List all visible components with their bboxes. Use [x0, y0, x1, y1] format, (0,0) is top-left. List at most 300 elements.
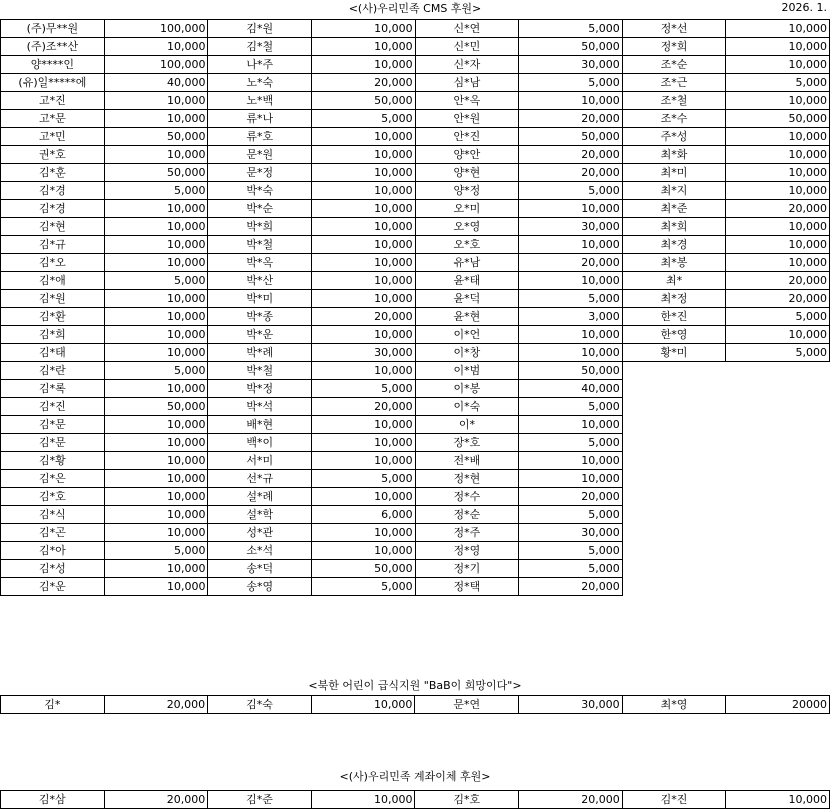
donation-amount-cell: 50,000: [519, 38, 623, 56]
donor-name-cell: 김*아: [1, 542, 105, 560]
donor-name-cell: (주)무**원: [1, 20, 105, 38]
donor-name-cell: 최*지: [622, 182, 726, 200]
donor-name-cell: 박*운: [208, 326, 312, 344]
table-row: [1, 578, 830, 596]
donation-amount-cell: 10,000: [519, 236, 623, 254]
empty-cell: [622, 362, 726, 380]
donation-amount-cell: 50,000: [726, 110, 830, 128]
donor-name-cell: 조*철: [622, 92, 726, 110]
donation-amount-cell: 10,000: [312, 146, 416, 164]
donor-name-cell: 박*순: [208, 200, 312, 218]
donor-name-cell: 최*정: [622, 290, 726, 308]
donor-name-cell: 선*규: [208, 470, 312, 488]
donor-name-cell: 최*미: [622, 164, 726, 182]
donor-name-cell: 고*진: [1, 92, 105, 110]
donor-name-cell: 장*호: [415, 434, 519, 452]
donation-amount-cell: 10,000: [104, 254, 208, 272]
donor-name-cell: 최*경: [622, 236, 726, 254]
donor-name-cell: 노*백: [208, 92, 312, 110]
donor-name-cell: 최*희: [622, 218, 726, 236]
donation-amount-cell: 20,000: [519, 488, 623, 506]
donor-name-cell: 김*진: [1, 398, 105, 416]
donation-amount-cell: 5,000: [312, 380, 416, 398]
table-row: [1, 470, 830, 488]
empty-cell: [622, 470, 726, 488]
donor-name-cell: 김*태: [1, 344, 105, 362]
donor-name-cell: 김*: [1, 696, 105, 714]
donor-name-cell: 정*택: [415, 578, 519, 596]
donor-name-cell: 나*주: [208, 56, 312, 74]
donor-name-cell: 이*봉: [415, 380, 519, 398]
table-row: [1, 560, 830, 578]
donor-name-cell: 이*범: [415, 362, 519, 380]
empty-cell: [726, 398, 830, 416]
donation-amount-cell: 10,000: [104, 470, 208, 488]
donor-name-cell: 박*희: [208, 218, 312, 236]
donor-name-cell: 최*준: [622, 200, 726, 218]
donation-amount-cell: 10,000: [726, 38, 830, 56]
donation-amount-cell: 10,000: [311, 791, 415, 809]
table-row: [1, 236, 830, 254]
table-row: [1, 398, 830, 416]
empty-cell: [622, 452, 726, 470]
donor-name-cell: 박*종: [208, 308, 312, 326]
empty-cell: [622, 488, 726, 506]
donor-name-cell: 김*호: [415, 791, 519, 809]
donor-name-cell: (유)일*****에: [1, 74, 105, 92]
donation-amount-cell: 5,000: [104, 272, 208, 290]
donor-name-cell: 정*영: [415, 542, 519, 560]
donor-name-cell: 황*미: [622, 344, 726, 362]
donation-amount-cell: 10,000: [312, 326, 416, 344]
donor-name-cell: 박*례: [208, 344, 312, 362]
donation-amount-cell: 20,000: [519, 254, 623, 272]
donation-amount-cell: 30,000: [519, 696, 623, 714]
donation-amount-cell: 5,000: [519, 506, 623, 524]
donation-amount-cell: 5,000: [519, 290, 623, 308]
donor-name-cell: 김*철: [208, 38, 312, 56]
donor-name-cell: 유*남: [415, 254, 519, 272]
donation-amount-cell: 50,000: [104, 128, 208, 146]
donor-name-cell: 김*은: [1, 470, 105, 488]
donation-amount-cell: 10,000: [104, 110, 208, 128]
donation-amount-cell: 40,000: [519, 380, 623, 398]
donor-name-cell: 서*미: [208, 452, 312, 470]
donor-name-cell: 성*관: [208, 524, 312, 542]
donor-name-cell: 이*: [415, 416, 519, 434]
donor-name-cell: 김*현: [1, 218, 105, 236]
table-row: [1, 290, 830, 308]
donation-amount-cell: 5,000: [726, 74, 830, 92]
donation-amount-cell: 10,000: [726, 146, 830, 164]
donation-amount-cell: 30,000: [312, 344, 416, 362]
donor-name-cell: 류*나: [208, 110, 312, 128]
donation-amount-cell: 10,000: [519, 272, 623, 290]
donor-name-cell: 김*식: [1, 506, 105, 524]
donor-name-cell: 정*수: [415, 488, 519, 506]
donor-name-cell: 권*호: [1, 146, 105, 164]
empty-cell: [726, 578, 830, 596]
donation-amount-cell: 10,000: [311, 696, 415, 714]
donor-name-cell: 전*배: [415, 452, 519, 470]
donor-name-cell: 고*민: [1, 128, 105, 146]
empty-cell: [726, 506, 830, 524]
donation-amount-cell: 5,000: [519, 20, 623, 38]
donation-amount-cell: 10,000: [519, 470, 623, 488]
donor-name-cell: (주)조**산: [1, 38, 105, 56]
table-row: [1, 92, 830, 110]
donation-amount-cell: 50,000: [519, 128, 623, 146]
donation-amount-cell: 20,000: [312, 308, 416, 326]
donation-amount-cell: 10,000: [104, 92, 208, 110]
donor-name-cell: 오*호: [415, 236, 519, 254]
table-row: [1, 56, 830, 74]
donor-name-cell: 김*진: [622, 791, 726, 809]
empty-cell: [726, 416, 830, 434]
donation-amount-cell: 20,000: [726, 290, 830, 308]
donation-amount-cell: 3,000: [519, 308, 623, 326]
donor-name-cell: 양*안: [415, 146, 519, 164]
donor-name-cell: 양****인: [1, 56, 105, 74]
donation-amount-cell: 20000: [726, 696, 830, 714]
donor-name-cell: 김*오: [1, 254, 105, 272]
table-row: [1, 506, 830, 524]
donation-amount-cell: 10,000: [312, 38, 416, 56]
donation-amount-cell: 5,000: [312, 470, 416, 488]
table-row: [1, 272, 830, 290]
donor-name-cell: 윤*태: [415, 272, 519, 290]
donation-amount-cell: 6,000: [312, 506, 416, 524]
donation-amount-cell: 10,000: [312, 434, 416, 452]
donation-amount-cell: 10,000: [104, 488, 208, 506]
donor-name-cell: 박*산: [208, 272, 312, 290]
donation-amount-cell: 30,000: [519, 524, 623, 542]
donation-amount-cell: 5,000: [519, 560, 623, 578]
donation-amount-cell: 10,000: [312, 362, 416, 380]
donation-amount-cell: 10,000: [104, 560, 208, 578]
donation-amount-cell: 10,000: [104, 578, 208, 596]
donation-amount-cell: 20,000: [726, 272, 830, 290]
empty-cell: [726, 524, 830, 542]
donation-amount-cell: 20,000: [726, 200, 830, 218]
donor-name-cell: 오*영: [415, 218, 519, 236]
empty-cell: [726, 542, 830, 560]
table-row: [1, 488, 830, 506]
donation-amount-cell: 10,000: [104, 146, 208, 164]
donor-name-cell: 김*성: [1, 560, 105, 578]
donation-amount-cell: 50,000: [104, 398, 208, 416]
empty-cell: [622, 380, 726, 398]
donor-name-cell: 양*현: [415, 164, 519, 182]
donor-name-cell: 심*남: [415, 74, 519, 92]
donor-name-cell: 박*옥: [208, 254, 312, 272]
donation-amount-cell: 30,000: [519, 218, 623, 236]
empty-cell: [726, 452, 830, 470]
donation-amount-cell: 10,000: [726, 254, 830, 272]
donor-name-cell: 박*숙: [208, 182, 312, 200]
table-row: [1, 434, 830, 452]
donation-amount-cell: 10,000: [104, 452, 208, 470]
donor-name-cell: 김*원: [1, 290, 105, 308]
donation-amount-cell: 10,000: [104, 524, 208, 542]
donation-amount-cell: 10,000: [726, 236, 830, 254]
donation-amount-cell: 10,000: [104, 218, 208, 236]
table-row: [1, 218, 830, 236]
table-row: [1, 128, 830, 146]
donor-name-cell: 김*경: [1, 182, 105, 200]
table-row: [1, 200, 830, 218]
donor-name-cell: 김*애: [1, 272, 105, 290]
donation-amount-cell: 10,000: [312, 182, 416, 200]
babo-section-title: <북한 어린이 급식지원 "BaB이 희망이다">: [308, 679, 522, 692]
donor-name-cell: 김*경: [1, 200, 105, 218]
empty-cell: [622, 578, 726, 596]
donation-amount-cell: 10,000: [312, 524, 416, 542]
donation-amount-cell: 10,000: [726, 164, 830, 182]
table-row: [1, 344, 830, 362]
donation-amount-cell: 5,000: [726, 344, 830, 362]
donor-name-cell: 정*선: [622, 20, 726, 38]
empty-cell: [726, 362, 830, 380]
donor-name-cell: 문*정: [208, 164, 312, 182]
donor-name-cell: 김*준: [208, 791, 312, 809]
donor-name-cell: 윤*현: [415, 308, 519, 326]
donor-name-cell: 한*영: [622, 326, 726, 344]
donation-amount-cell: 20,000: [519, 110, 623, 128]
donation-amount-cell: 5,000: [104, 362, 208, 380]
donation-amount-cell: 5,000: [726, 308, 830, 326]
donor-name-cell: 주*성: [622, 128, 726, 146]
empty-cell: [622, 434, 726, 452]
donor-name-cell: 김*호: [1, 488, 105, 506]
donor-name-cell: 조*순: [622, 56, 726, 74]
donor-name-cell: 김*환: [1, 308, 105, 326]
donor-name-cell: 설*학: [208, 506, 312, 524]
donation-amount-cell: 10,000: [104, 236, 208, 254]
donation-amount-cell: 10,000: [104, 200, 208, 218]
donor-name-cell: 김*숙: [208, 696, 312, 714]
donation-amount-cell: 5,000: [104, 182, 208, 200]
donation-amount-cell: 10,000: [104, 308, 208, 326]
donation-amount-cell: 100,000: [104, 56, 208, 74]
empty-cell: [622, 398, 726, 416]
table-row: [1, 182, 830, 200]
table-row: [1, 542, 830, 560]
donation-amount-cell: 10,000: [312, 416, 416, 434]
donation-amount-cell: 5,000: [519, 398, 623, 416]
donor-name-cell: 신*민: [415, 38, 519, 56]
donor-name-cell: 윤*덕: [415, 290, 519, 308]
donor-name-cell: 최*영: [622, 696, 726, 714]
table-row: [1, 74, 830, 92]
donation-amount-cell: 10,000: [312, 218, 416, 236]
donor-name-cell: 박*철: [208, 236, 312, 254]
donor-name-cell: 박*정: [208, 380, 312, 398]
empty-cell: [622, 416, 726, 434]
donor-name-cell: 백*이: [208, 434, 312, 452]
donor-name-cell: 김*삼: [1, 791, 105, 809]
donation-amount-cell: 10,000: [312, 56, 416, 74]
table-row: [1, 20, 830, 38]
donor-name-cell: 김*훈: [1, 164, 105, 182]
donor-name-cell: 양*정: [415, 182, 519, 200]
donation-amount-cell: 40,000: [104, 74, 208, 92]
donation-amount-cell: 20,000: [312, 398, 416, 416]
donor-name-cell: 김*규: [1, 236, 105, 254]
table-row: [1, 380, 830, 398]
donation-amount-cell: 10,000: [726, 791, 830, 809]
donor-name-cell: 설*례: [208, 488, 312, 506]
donor-name-cell: 김*곤: [1, 524, 105, 542]
table-row: [1, 164, 830, 182]
donor-name-cell: 문*원: [208, 146, 312, 164]
donation-amount-cell: 5,000: [104, 542, 208, 560]
donation-amount-cell: 10,000: [104, 290, 208, 308]
donation-amount-cell: 20,000: [104, 791, 208, 809]
donor-name-cell: 김*문: [1, 416, 105, 434]
empty-cell: [726, 560, 830, 578]
donation-amount-cell: 50,000: [312, 560, 416, 578]
donor-name-cell: 이*숙: [415, 398, 519, 416]
donor-name-cell: 소*석: [208, 542, 312, 560]
donation-amount-cell: 10,000: [726, 182, 830, 200]
donor-name-cell: 정*희: [622, 38, 726, 56]
donor-name-cell: 안*진: [415, 128, 519, 146]
donation-amount-cell: 10,000: [104, 38, 208, 56]
empty-cell: [726, 380, 830, 398]
empty-cell: [726, 434, 830, 452]
donation-amount-cell: 50,000: [312, 92, 416, 110]
donation-amount-cell: 10,000: [519, 416, 623, 434]
donor-name-cell: 문*연: [415, 696, 519, 714]
donation-amount-cell: 10,000: [104, 506, 208, 524]
donation-amount-cell: 20,000: [519, 578, 623, 596]
donation-amount-cell: 10,000: [726, 20, 830, 38]
account-donor-table: [0, 790, 830, 809]
empty-cell: [726, 470, 830, 488]
donor-name-cell: 박*철: [208, 362, 312, 380]
table-row: [1, 791, 830, 809]
table-row: [1, 452, 830, 470]
donation-amount-cell: 5,000: [312, 110, 416, 128]
donation-amount-cell: 10,000: [104, 416, 208, 434]
donor-name-cell: 송*덕: [208, 560, 312, 578]
donation-amount-cell: 10,000: [726, 218, 830, 236]
donation-amount-cell: 10,000: [104, 326, 208, 344]
donor-name-cell: 이*창: [415, 344, 519, 362]
donor-name-cell: 최*화: [622, 146, 726, 164]
donor-name-cell: 이*언: [415, 326, 519, 344]
donor-name-cell: 김*희: [1, 326, 105, 344]
donation-amount-cell: 10,000: [104, 434, 208, 452]
empty-cell: [726, 488, 830, 506]
page-title: <(사)우리민족 CMS 후원>: [348, 2, 482, 15]
donation-amount-cell: 10,000: [312, 20, 416, 38]
donor-name-cell: 김*원: [208, 20, 312, 38]
donation-amount-cell: 5,000: [519, 74, 623, 92]
donation-amount-cell: 100,000: [104, 20, 208, 38]
donation-amount-cell: 10,000: [312, 290, 416, 308]
table-row: [1, 38, 830, 56]
donor-name-cell: 배*현: [208, 416, 312, 434]
donation-amount-cell: 10,000: [104, 344, 208, 362]
donor-name-cell: 정*주: [415, 524, 519, 542]
donation-amount-cell: 20,000: [519, 146, 623, 164]
donation-amount-cell: 10,000: [312, 254, 416, 272]
donor-name-cell: 노*숙: [208, 74, 312, 92]
donation-amount-cell: 10,000: [519, 344, 623, 362]
donor-name-cell: 정*기: [415, 560, 519, 578]
donation-amount-cell: 10,000: [312, 272, 416, 290]
donation-amount-cell: 10,000: [312, 488, 416, 506]
empty-cell: [622, 560, 726, 578]
donation-amount-cell: 10,000: [726, 128, 830, 146]
donor-name-cell: 김*운: [1, 578, 105, 596]
account-section-title: <(사)우리민족 계좌이체 후원>: [339, 770, 491, 783]
donation-amount-cell: 10,000: [312, 200, 416, 218]
donation-amount-cell: 20,000: [104, 696, 208, 714]
donation-amount-cell: 10,000: [519, 92, 623, 110]
donor-name-cell: 최*: [622, 272, 726, 290]
donor-name-cell: 송*영: [208, 578, 312, 596]
donation-amount-cell: 10,000: [104, 380, 208, 398]
donor-name-cell: 안*옥: [415, 92, 519, 110]
donation-amount-cell: 5,000: [312, 578, 416, 596]
donor-name-cell: 신*연: [415, 20, 519, 38]
report-date: 2026. 1.: [781, 1, 827, 14]
donor-name-cell: 김*문: [1, 434, 105, 452]
donation-amount-cell: 20,000: [519, 791, 623, 809]
donor-name-cell: 안*원: [415, 110, 519, 128]
donation-amount-cell: 5,000: [519, 434, 623, 452]
donor-name-cell: 박*석: [208, 398, 312, 416]
table-row: [1, 254, 830, 272]
donation-amount-cell: 20,000: [312, 74, 416, 92]
donor-name-cell: 최*봉: [622, 254, 726, 272]
donation-amount-cell: 10,000: [726, 92, 830, 110]
donor-name-cell: 정*순: [415, 506, 519, 524]
donation-amount-cell: 10,000: [312, 452, 416, 470]
donation-amount-cell: 20,000: [519, 164, 623, 182]
donor-name-cell: 김*란: [1, 362, 105, 380]
donation-amount-cell: 50,000: [104, 164, 208, 182]
donor-name-cell: 한*진: [622, 308, 726, 326]
donor-name-cell: 조*수: [622, 110, 726, 128]
donation-amount-cell: 5,000: [519, 542, 623, 560]
donor-name-cell: 정*현: [415, 470, 519, 488]
donation-amount-cell: 30,000: [519, 56, 623, 74]
empty-cell: [622, 524, 726, 542]
table-row: [1, 146, 830, 164]
donation-amount-cell: 5,000: [519, 182, 623, 200]
donation-amount-cell: 10,000: [519, 200, 623, 218]
donation-amount-cell: 50,000: [519, 362, 623, 380]
babo-donor-table: [0, 695, 830, 714]
table-row: [1, 110, 830, 128]
table-row: [1, 326, 830, 344]
donation-amount-cell: 10,000: [312, 542, 416, 560]
table-row: [1, 524, 830, 542]
donor-name-cell: 신*자: [415, 56, 519, 74]
donor-name-cell: 박*미: [208, 290, 312, 308]
table-row: [1, 696, 830, 714]
donor-name-cell: 조*근: [622, 74, 726, 92]
donation-amount-cell: 10,000: [312, 236, 416, 254]
donor-name-cell: 김*록: [1, 380, 105, 398]
empty-cell: [622, 506, 726, 524]
table-row: [1, 362, 830, 380]
donation-amount-cell: 10,000: [519, 452, 623, 470]
